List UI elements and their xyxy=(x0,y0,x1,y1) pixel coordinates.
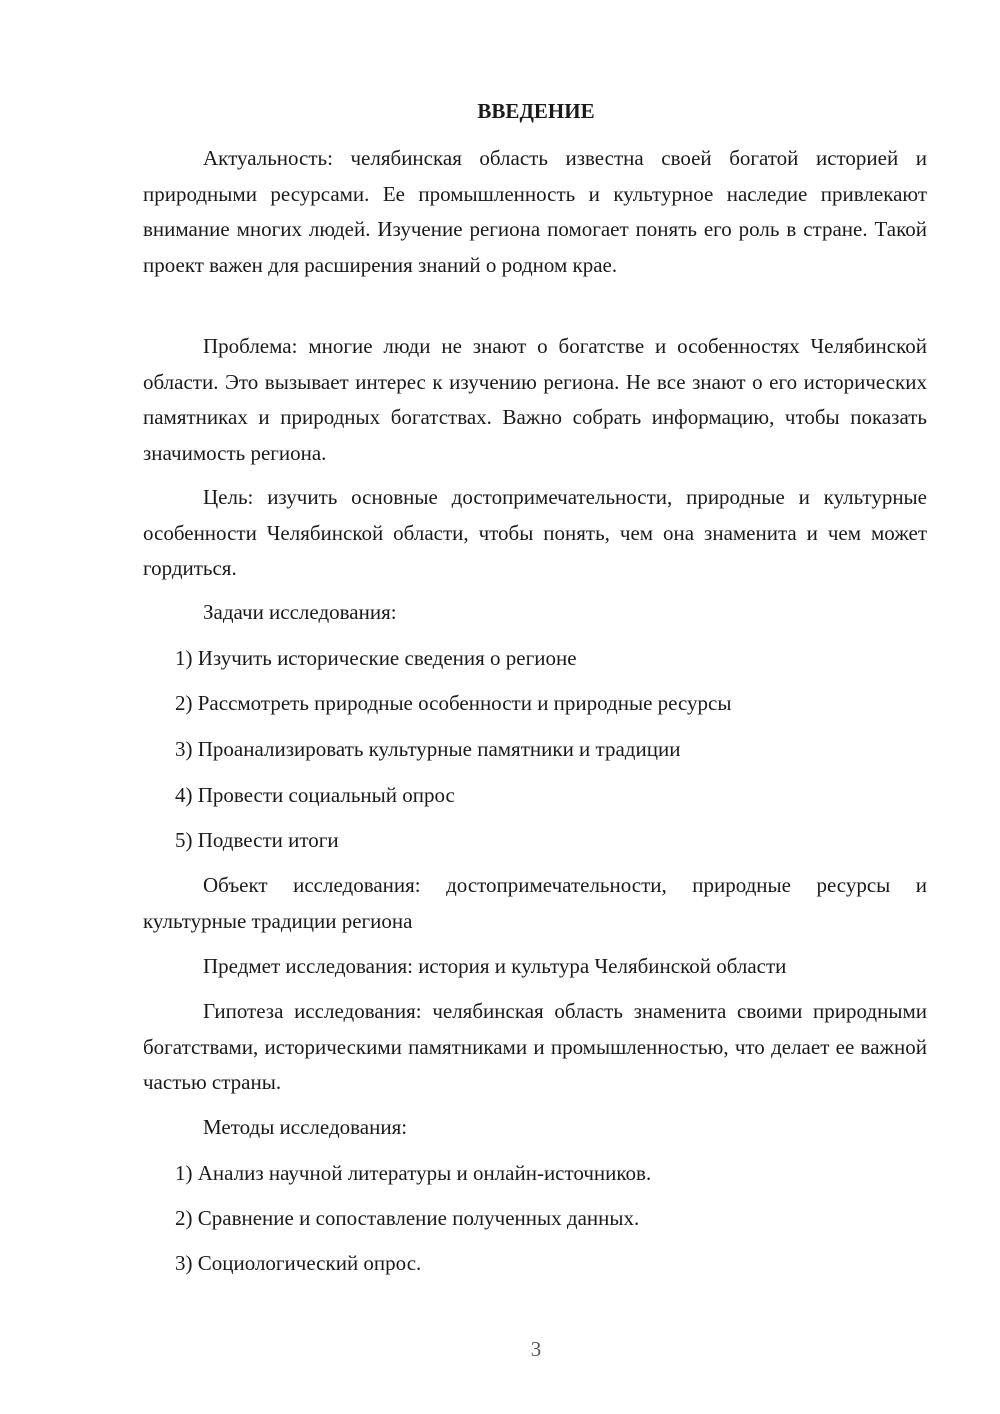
paragraph-object: Объект исследования: достопримечательности, природные ресурсы и культурные традиции региона xyxy=(143,873,927,933)
methods-heading: Методы исследования: xyxy=(203,1115,408,1139)
paragraph-subject: Предмет исследования: история и культура Челябинской области xyxy=(203,954,787,978)
paragraph-problem: Проблема: многие люди не знают о богатстве и особенностях Челябинской области. Это вызывает интерес к изучению региона. Не все знают о его исторических памятниках и природных богатствах. Важно собрать информацию, чтобы показать значимость региона. xyxy=(143,334,927,465)
page-number: 3 xyxy=(530,1337,542,1361)
method-item: 3) Социологический опрос. xyxy=(175,1251,422,1275)
tasks-heading: Задачи исследования: xyxy=(203,600,397,624)
paragraph-relevance: Актуальность: челябинская область известна своей богатой историей и природными ресурсами. Ее промышленность и культурное наследие привлекают внимание многих людей. Изучение региона помогает понять его роль в стране. Такой проект важен для расширения знаний о родном крае. xyxy=(143,146,927,277)
task-item: 4) Провести социальный опрос xyxy=(175,783,455,807)
task-item: 3) Проанализировать культурные памятники и традиции xyxy=(175,737,681,761)
paragraph-hypothesis: Гипотеза исследования: челябинская область знаменита своими природными богатствами, историческими памятниками и промышленностью, что делает ее важной частью страны. xyxy=(143,999,927,1094)
task-item: 2) Рассмотреть природные особенности и природные ресурсы xyxy=(175,691,732,715)
method-item: 1) Анализ научной литературы и онлайн-источников. xyxy=(175,1161,652,1185)
task-item: 5) Подвести итоги xyxy=(175,828,339,852)
paragraph-goal: Цель: изучить основные достопримечательности, природные и культурные особенности Челябинской области, чтобы понять, чем она знаменита и чем может гордиться. xyxy=(143,485,927,580)
page-title: ВВЕДЕНИЕ xyxy=(477,99,595,123)
task-item: 1) Изучить исторические сведения о регионе xyxy=(175,646,577,670)
method-item: 2) Сравнение и сопоставление полученных данных. xyxy=(175,1206,640,1230)
